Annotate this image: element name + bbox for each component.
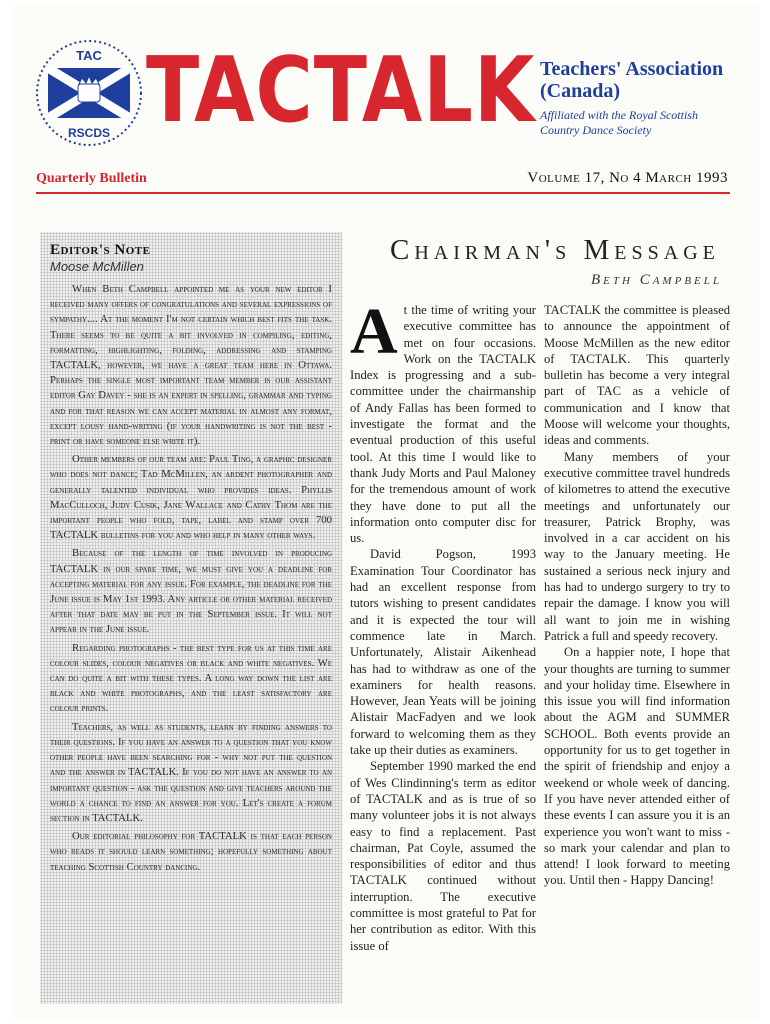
- editor-note-byline: Moose McMillen: [50, 259, 144, 274]
- affiliation-line1: Affiliated with the Royal Scottish: [540, 108, 698, 122]
- editor-paragraph: Teachers, as well as students, learn by finding answers to their questions. If you have an answer to a question that you know other people have been searching for - why not put the question and the answer in TACTALK. If you do not have an answer to an important question - ask the question and give teachers around the world a chance to find an answer for you. Let's create a forum section in TACTALK.: [50, 720, 332, 824]
- chairman-paragraph: David Pogson, 1993 Examination Tour Coordinator has had an excellent response from tutors wishing to present candidates and it is expected the tour will commence late in March. Unfortunately, Alistair Aikenhead has had to withdraw as one of the examiners for health reasons. However, Jean Yeats will be joining Alistair MacFadyen and we look forward to welcoming them as they take up their duties as examiners.: [350, 547, 536, 758]
- chairman-paragraph: TACTALK the committee is pleased to announce the appointment of Moose McMillen as the new editor of TACTALK. This quarterly bulletin has become a very integral part of TAC as a vehicle of communication and I know that Moose will welcome your thoughts, ideas and comments.: [544, 303, 730, 448]
- chairman-column-2: [544, 302, 730, 889]
- tac-saltire-logo: [34, 38, 144, 148]
- affiliation: [540, 108, 723, 138]
- chairman-paragraph: On a happier note, I hope that your thoughts are turning to summer and your holiday time. Elsewhere in this issue you will find information about the AGM and SUMMER SCHOOL. Both events provide an opportunity for us to get together in the spirit of friendship and enjoy a weekend or whole week of dancing. If you have never attended either of these events I can assure you it is an experience you won't want to miss - so mark your calendar and plan to attend! I look forward to meeting you. Until then - Happy Dancing!: [544, 645, 730, 888]
- chairman-title: Chairman's Message: [390, 234, 720, 266]
- chairman-paragraph: t the time of writing your executive committee has met on four occasions. Work on the TACTALK Index is progressing and a sub-committee under the chairmanship of Andy Fallas has been formed to investigate the format and the eventual production of this useful tool. At this time I would like to thank Judy Morts and Paul Maloney for the tremendous amount of work they have done to put all the information onto computer disc for us.: [350, 303, 536, 546]
- editor-paragraph: Because of the length of time involved in producing TACTALK in our spare time, we must give you a deadline for accepting material for any issue. For example, the deadline for the June issue is May 1st 1993. Any article or other material received after that date may be put in the September issue. It will not appear in the June issue.: [50, 547, 332, 636]
- drop-cap: A: [350, 295, 398, 368]
- editor-paragraph: When Beth Campbell appointed me as your new editor I received many offers of congratulations and several expressions of sympathy.... At the moment I'm not certain which best fits the task. There seems to be quite a bit involved in compiling, editing, formatting, highlighting, folding, addressing and stamping TACTALK, however, we have a great team here in Ottawa. Perhaps the single most important team member is our assistant editor Gay Davey - she is an expert in spelling, grammar and typing and for that reason we can accept material in almost any format, except lousy hand-writing (if your handwriting is not the best - print or have someone else write it).: [50, 283, 332, 448]
- editor-note-box: [40, 232, 342, 1004]
- affiliation-line2: Country Dance Society: [540, 123, 652, 137]
- newsletter-page: [12, 6, 760, 1018]
- editor-paragraph: Other members of our team are: Paul Ting, a graphic designer who does not dance; Tad McMillen, an ardent photographer and generally talented individual who provides ideas. Phyllis MacCulloch, Judy Cusik, Jane Wallace and Cathy Thom are the important people who fold, tape, label and stamp over 700 TACTALK bulletins for you and who help in many other ways.: [50, 453, 332, 542]
- editor-note-title: Editor's Note: [50, 242, 151, 258]
- org-name-line1: Teachers' Association: [540, 58, 724, 80]
- chairman-paragraph: September 1990 marked the end of Wes Clindinning's term as editor of TACTALK and as is true of so many volunteer jobs it is not always easy to find a replacement. Past chairman, Pat Coyle, assumed the responsibilities of editor and thus TACTALK continued without interruption. The executive committee is most grateful to Pat for her contribution as editor. With this issue of: [350, 759, 536, 953]
- chairman-byline: Beth Campbell: [591, 272, 722, 288]
- bulletin-label: Quarterly Bulletin: [36, 171, 147, 186]
- association-block: [540, 58, 723, 138]
- editor-paragraph: Our editorial philosophy for TACTALK is that each person who reads it should learn something; hopefully something about teaching Scottish Country dancing.: [50, 830, 332, 873]
- chairman-paragraph: Many members of your executive committee travel hundreds of kilometres to attend the executive meetings and unfortunately our treasurer, Patrick Brophy, was involved in a car accident on his way to the January meeting. He sustained a serious neck injury and has had to undergo surgery to try to repair the damage. I know you will all want to join me in wishing Patrick a full and speedy recovery.: [544, 449, 730, 643]
- logo-bottom-text: RSCDS: [67, 126, 111, 140]
- issue-line: Volume 17, No 4 March 1993: [527, 170, 728, 186]
- org-name-line2: (Canada): [540, 80, 621, 102]
- tactalk-wordmark: TACTALK: [146, 39, 536, 143]
- logo-top-text: TAC: [76, 48, 102, 63]
- chairman-column-1: [350, 295, 536, 954]
- editor-paragraph: Regarding photographs - the best type for us at this time are colour slides, colour negatives or black and white negatives. We can do quite a bit with these types. A long way down the list are black and white photographs, and the least satisfactory are colour prints.: [50, 641, 332, 715]
- masthead-rule: [36, 192, 730, 194]
